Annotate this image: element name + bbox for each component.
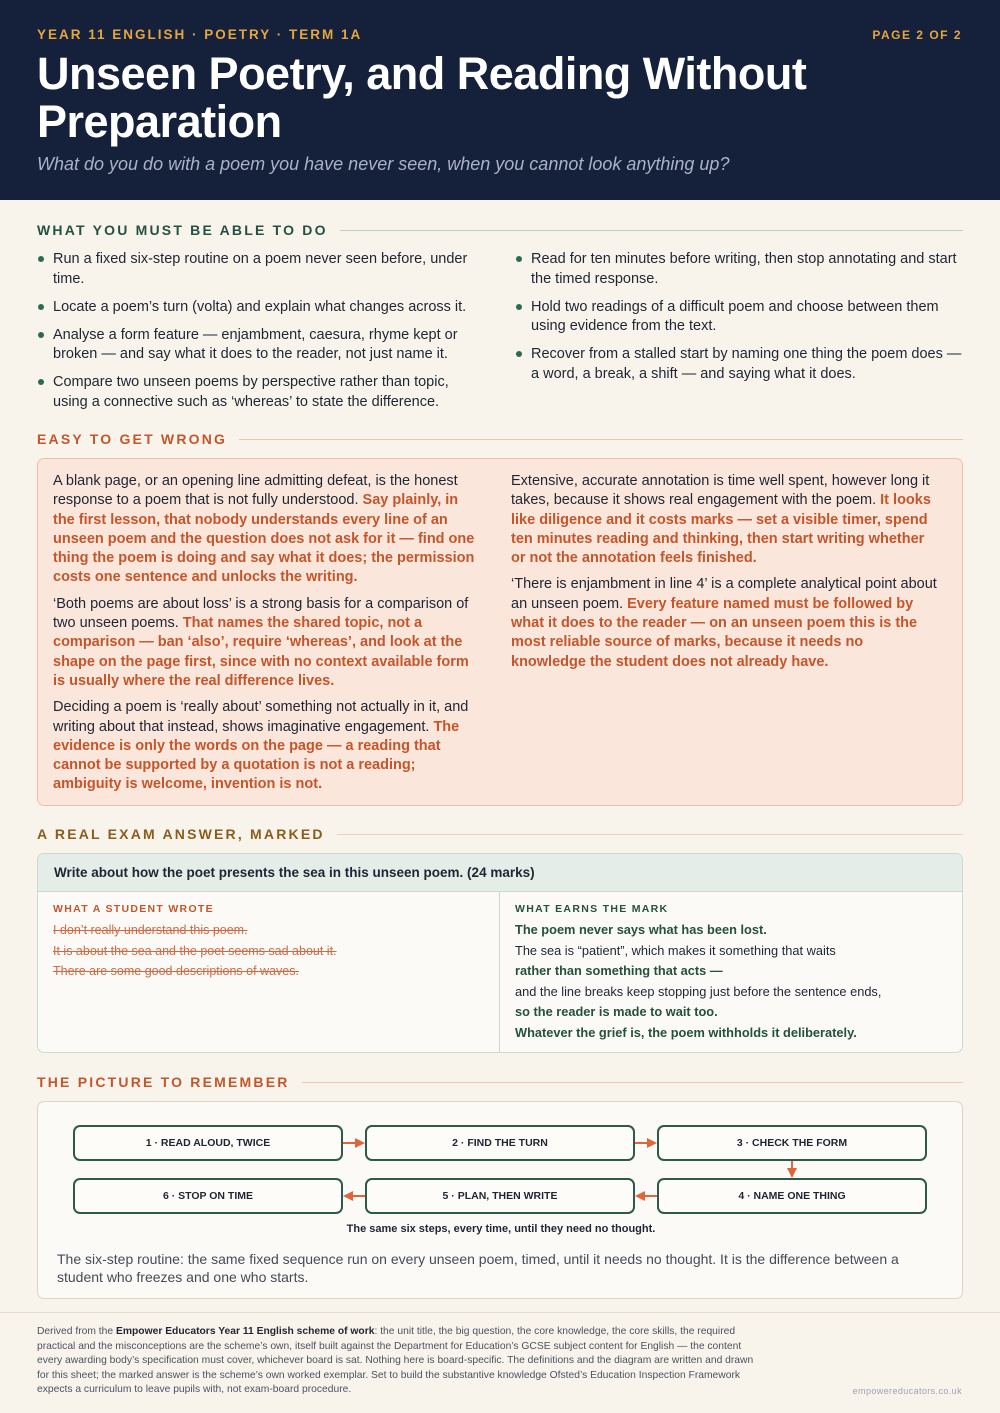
picture-heading: THE PICTURE TO REMEMBER xyxy=(37,1074,963,1090)
misconception: A blank page, or an opening line admitting defeat, is the honest response to a poem that is not fully understood. Say plainly, in the first lesson, that nobody understands every line of an unseen poem and the question does not ask for it — find one thing the poem is doing and say what it does; the permission costs one sentence and unlocks the writing. xyxy=(53,473,475,586)
misconception: Extensive, accurate annotation is time well spent, however long it takes, because it shows real engagement with the poem. It looks like diligence and it costs marks — set a visible timer, spend ten minutes reading and thinking, then start writing whether or not the annotation feels finished. xyxy=(511,473,931,567)
must-do-heading: WHAT YOU MUST BE ABLE TO DO xyxy=(37,222,963,238)
model-line: and the line breaks keep stopping just before the sentence ends, xyxy=(515,983,882,999)
footer-source: Empower Educators Year 11 English scheme of work xyxy=(115,1326,375,1337)
page-title: Unseen Poetry, and Reading Without Preparation xyxy=(37,48,807,147)
heading-rule xyxy=(340,230,963,231)
arrow-right-icon xyxy=(343,1136,365,1150)
must-do-right-column xyxy=(515,250,963,421)
exam-question: Write about how the poet presents the sea in this unseen poem. (24 marks) xyxy=(38,854,962,892)
footer-divider xyxy=(0,1312,1000,1313)
list-item: Analyse a form feature — enjambment, caesura, rhyme kept or broken — and say what it does to the reader, not just name it. xyxy=(37,326,485,365)
list-item: Read for ten minutes before writing, then stop annotating and start the timed response. xyxy=(515,250,963,289)
model-line: Whatever the grief is, the poem withholds it deliberately. xyxy=(515,1024,857,1040)
step-box-6: 6 · STOP ON TIME xyxy=(73,1178,343,1214)
site-url: empowereducators.co.uk xyxy=(852,1386,962,1396)
misconception: ‘Both poems are about loss’ is a strong basis for a comparison of two unseen poems. That names the shared topic, not a comparison — ban ‘also’, require ‘whereas’, and look at the shape on the page first, since with no context available form is usually where the real difference lives. xyxy=(53,595,469,689)
easy-wrong-heading: EASY TO GET WRONG xyxy=(37,431,963,447)
step-box-2: 2 · FIND THE TURN xyxy=(365,1125,635,1161)
heading-rule xyxy=(337,834,963,835)
footer-note: Derived from the Empower Educators Year 11 English scheme of work: the unit title, the big question, the core knowledge, the core skills, the required practical and the misconceptions are the scheme’s own, itself built against the Department for Education’s GCSE subject content for English — the content every awarding body’s specification must cover, whichever board is sat. Nothing here is board-specific. The definitions and the diagram are written and drawn for this sheet; the marked answer is the scheme’s own worked exemplar. Set to build the substantive knowledge Ofsted’s Education Inspection Framework expects a curriculum to leave pupils with, not exam-board procedure. xyxy=(37,1326,754,1396)
course-kicker: YEAR 11 ENGLISH · POETRY · TERM 1A xyxy=(37,27,363,42)
list-item: Recover from a stalled start by naming one thing the poem does — a word, a break, a shift — and saying what it does. xyxy=(515,345,963,384)
step-box-4: 4 · NAME ONE THING xyxy=(657,1178,927,1214)
earns-mark-heading: WHAT EARNS THE MARK xyxy=(515,903,669,915)
step-box-3: 3 · CHECK THE FORM xyxy=(657,1125,927,1161)
model-line: The poem never says what has been lost. xyxy=(515,922,767,937)
list-item: Run a fixed six-step routine on a poem never seen before, under time. xyxy=(37,250,485,289)
arrow-right-icon xyxy=(635,1136,657,1150)
exam-answer-card xyxy=(37,853,963,1053)
correction: Every feature named must be followed by what it does to the reader — on an unseen poem this is the most reliable source of marks, because it needs no knowledge the student does not already have. xyxy=(511,595,918,670)
correction: The evidence is only the words on the page — a reading that cannot be supported by a quotation is not a reading; ambiguity is welcome, invention is not. xyxy=(53,718,460,793)
step-box-5: 5 · PLAN, THEN WRITE xyxy=(365,1178,635,1214)
struck-line: I don’t really understand this poem. xyxy=(53,923,248,937)
correction: It looks like diligence and it costs marks — set a visible timer, spend ten minutes reading and thinking, then start writing whether or not the annotation feels finished. xyxy=(511,492,931,567)
struck-line: There are some good descriptions of waves. xyxy=(53,964,299,978)
mark-earning-column xyxy=(500,892,962,1052)
heading-rule xyxy=(239,439,963,440)
struck-line: It is about the sea and the poet seems sad about it. xyxy=(53,943,337,958)
arrow-down-icon xyxy=(785,1161,799,1178)
misconceptions-right xyxy=(511,472,941,792)
heading-rule xyxy=(302,1082,963,1083)
exam-answer-heading: A REAL EXAM ANSWER, MARKED xyxy=(37,826,963,842)
misconceptions-left xyxy=(53,472,483,792)
misconception: ‘There is enjambment in line 4’ is a complete analytical point about an unseen poem. Every feature named must be followed by what it does to the reader — on an unseen poem this is the most reliable source of marks, because it needs no knowledge the student does not already have. xyxy=(511,576,937,670)
list-item: Locate a poem’s turn (volta) and explain what changes across it. xyxy=(37,298,485,318)
arrow-left-icon xyxy=(343,1189,365,1203)
misconceptions-box xyxy=(37,458,963,806)
diagram-caption: The same six steps, every time, until they need no thought. xyxy=(346,1223,656,1235)
model-line: The sea is “patient”, which makes it something that waits xyxy=(515,942,836,958)
correction: Say plainly, in the first lesson, that nobody understands every line of an unseen poem and the question does not ask for it — find one thing the poem is doing and say what it does; the permission costs one sentence and unlocks the writing. xyxy=(53,492,475,586)
student-answer-heading: WHAT A STUDENT WROTE xyxy=(53,903,214,915)
must-do-left-column xyxy=(37,250,485,421)
misconception: Deciding a poem is ‘really about’ something not actually in it, and writing about that instead, shows imaginative engagement. The evidence is only the words on the page — a reading that cannot be supported by a quotation is not a reading; ambiguity is welcome, invention is not. xyxy=(53,699,469,793)
page-subtitle: What do you do with a poem you have never seen, when you cannot look anything up? xyxy=(37,154,730,174)
model-line: rather than something that acts — xyxy=(515,963,723,979)
correction: That names the shared topic, not a comparison — ban ‘also’, require ‘whereas’, and look at the shape on the page first, since with no context available form is usually where the real difference lives. xyxy=(53,615,469,689)
model-line: so the reader is made to wait too. xyxy=(515,1004,718,1020)
page-header xyxy=(0,0,1000,200)
diagram-description: The six-step routine: the same fixed sequence run on every unseen poem, timed, until it needs no thought. It is the difference between a student who freezes and one who starts. xyxy=(57,1251,899,1285)
arrow-left-icon xyxy=(635,1189,657,1203)
must-do-list xyxy=(37,250,963,421)
student-answer-column xyxy=(38,892,500,1052)
page-number: PAGE 2 OF 2 xyxy=(872,28,962,42)
list-item: Compare two unseen poems by perspective rather than topic, using a connective such as ‘whereas’ to state the difference. xyxy=(37,373,485,412)
routine-diagram xyxy=(37,1101,963,1299)
list-item: Hold two readings of a difficult poem and choose between them using evidence from the text. xyxy=(515,298,963,337)
step-box-1: 1 · READ ALOUD, TWICE xyxy=(73,1125,343,1161)
